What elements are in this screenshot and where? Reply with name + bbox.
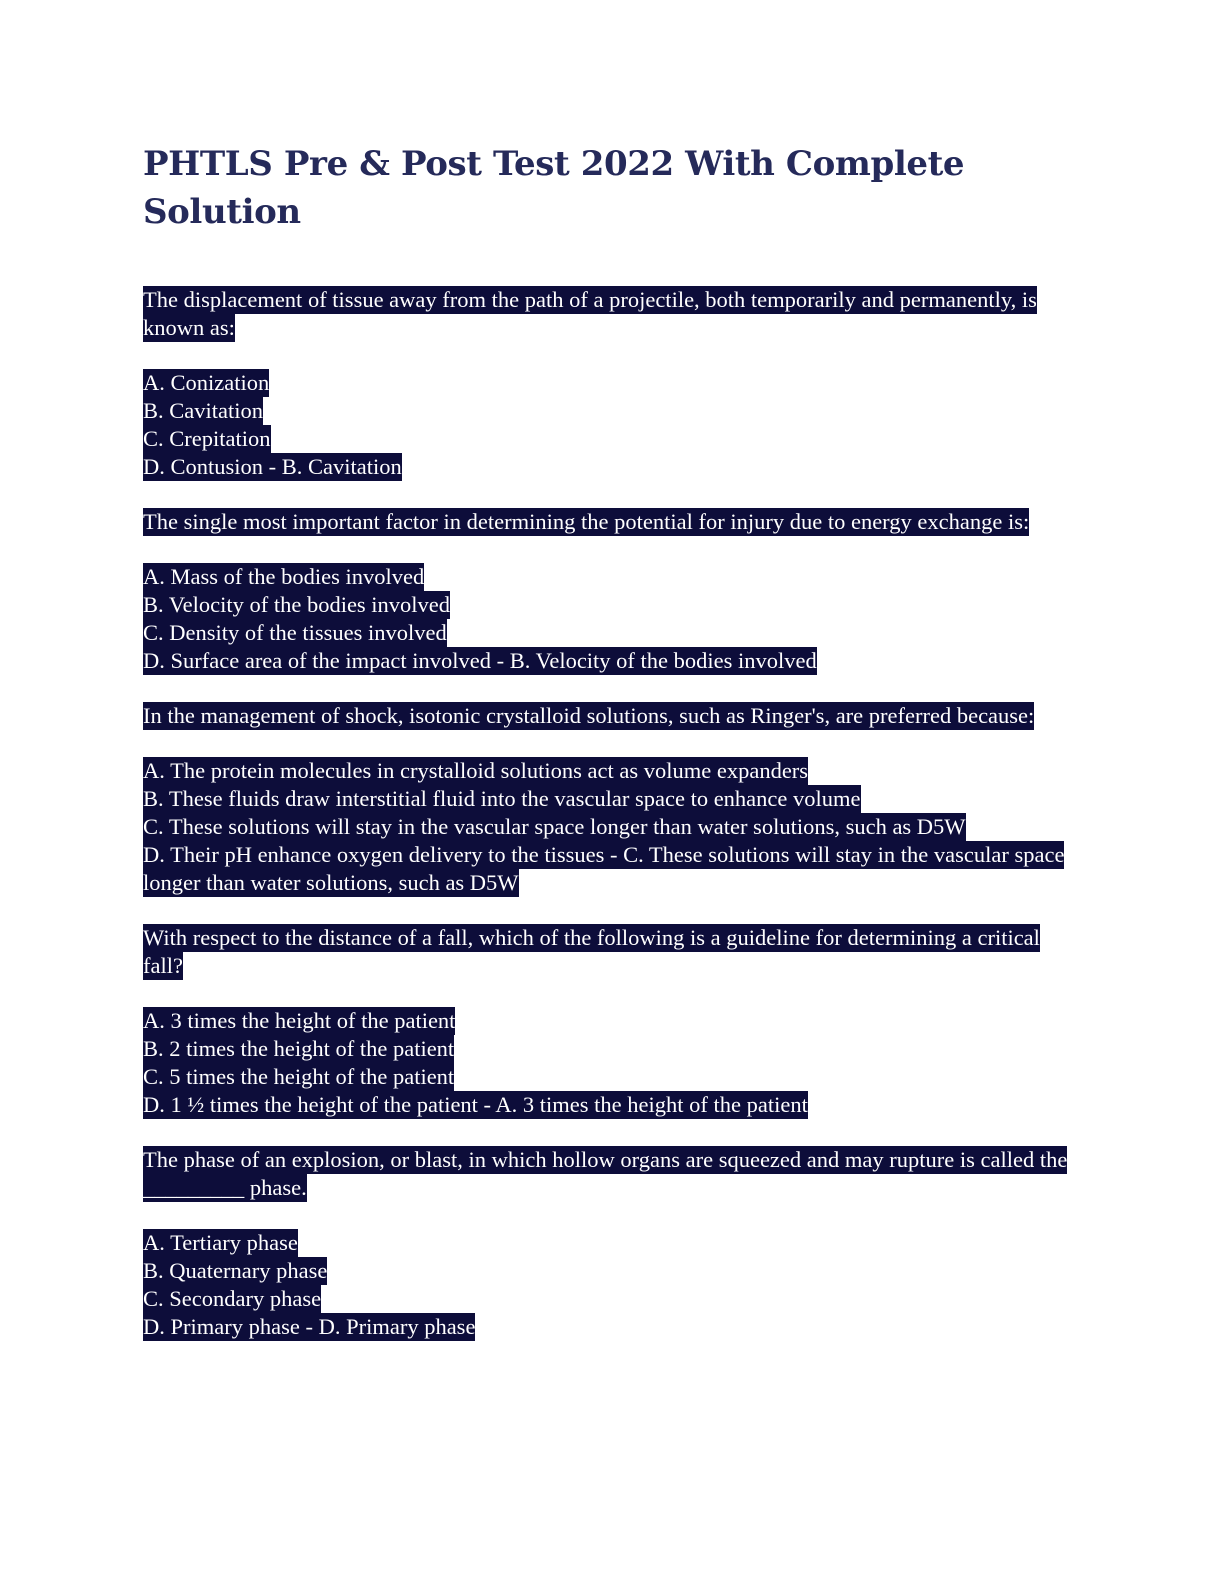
answer-option-with-solution: D. Primary phase - D. Primary phase: [143, 1314, 476, 1339]
question-item: [143, 508, 1083, 675]
question-item: [143, 1146, 1083, 1341]
question-stem: [143, 1146, 1083, 1202]
answer-options: [143, 1007, 1083, 1119]
document-title: PHTLS Pre & Post Test 2022 With Complete Solution: [143, 144, 965, 232]
answer-options: [143, 1229, 1083, 1341]
document-page: [143, 140, 1083, 1368]
answer-option: A. Tertiary phase: [143, 1230, 298, 1255]
question-stem: [143, 702, 1083, 730]
answer-option: C. 5 times the height of the patient: [143, 1064, 455, 1089]
question-item: [143, 924, 1083, 1119]
question-item: [143, 286, 1083, 481]
answer-option: A. 3 times the height of the patient: [143, 1008, 456, 1033]
answer-option-with-solution: D. 1 ½ times the height of the patient - A. 3 times the height of the patient: [143, 1092, 808, 1117]
answer-option: B. 2 times the height of the patient: [143, 1036, 455, 1061]
answer-option: A. The protein molecules in crystalloid solutions act as volume expanders: [143, 758, 809, 783]
question-item: [143, 702, 1083, 897]
answer-option-with-solution: D. Their pH enhance oxygen delivery to the tissues - C. These solutions will stay in the vascular space longer than water solutions, such as D5W: [143, 842, 1065, 895]
question-stem-text: The displacement of tissue away from the path of a projectile, both temporarily and permanently, is known as:: [143, 287, 1037, 340]
question-stem-text: The single most important factor in determining the potential for injury due to energy exchange is:: [143, 509, 1030, 534]
question-stem: [143, 286, 1083, 342]
answer-option: A. Mass of the bodies involved: [143, 564, 425, 589]
answer-option: C. Density of the tissues involved: [143, 620, 447, 645]
answer-option: C. These solutions will stay in the vascular space longer than water solutions, such as D5W: [143, 814, 966, 839]
answer-option-with-solution: D. Surface area of the impact involved - B. Velocity of the bodies involved: [143, 648, 817, 673]
answer-option: C. Crepitation: [143, 426, 271, 451]
answer-option-with-solution: D. Contusion - B. Cavitation: [143, 454, 402, 479]
question-stem: [143, 508, 1083, 536]
answer-options: [143, 563, 1083, 675]
question-stem-text: The phase of an explosion, or blast, in which hollow organs are squeezed and may rupture is called the _________ phase.: [143, 1147, 1068, 1200]
answer-option: B. Velocity of the bodies involved: [143, 592, 451, 617]
question-stem-text: In the management of shock, isotonic crystalloid solutions, such as Ringer's, are preferred because:: [143, 703, 1035, 728]
answer-option: B. Cavitation: [143, 398, 263, 423]
question-stem-text: With respect to the distance of a fall, which of the following is a guideline for determining a critical fall?: [143, 925, 1040, 978]
answer-options: [143, 369, 1083, 481]
answer-option: B. These fluids draw interstitial fluid into the vascular space to enhance volume: [143, 786, 861, 811]
answer-options: [143, 757, 1083, 897]
answer-option: C. Secondary phase: [143, 1286, 322, 1311]
question-stem: [143, 924, 1083, 980]
answer-option: B. Quaternary phase: [143, 1258, 328, 1283]
question-list: [143, 286, 1083, 1341]
answer-option: A. Conization: [143, 370, 270, 395]
